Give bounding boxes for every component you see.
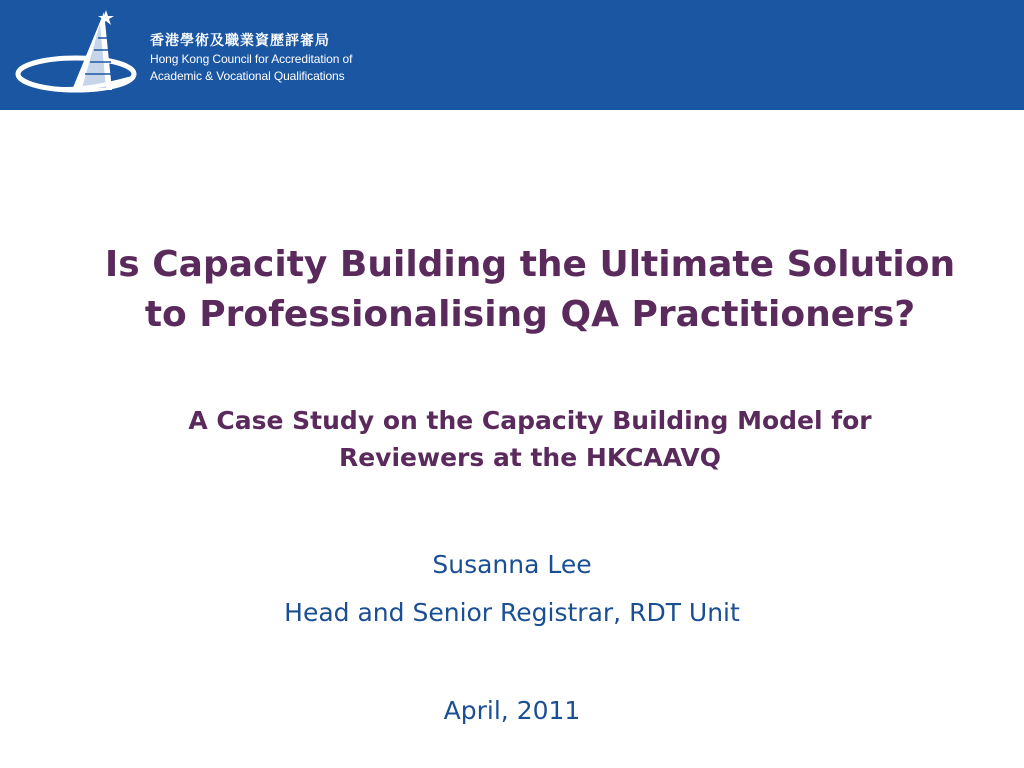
org-name-block xyxy=(150,32,352,85)
slide-title-line2: to Professionalising QA Practitioners? xyxy=(144,294,916,335)
slide-subtitle-line1: A Case Study on the Capacity Building Model for xyxy=(188,406,872,435)
org-name-english-line1: Hong Kong Council for Accreditation of xyxy=(150,52,353,66)
slide-subtitle-line2: Reviewers at the HKCAAVQ xyxy=(338,443,722,472)
header-banner xyxy=(0,0,1024,110)
slide-title-line1: Is Capacity Building the Ultimate Solution xyxy=(104,244,956,285)
presentation-date: April, 2011 xyxy=(443,696,581,725)
presenter-name: Susanna Lee xyxy=(432,550,592,579)
slide-subtitle xyxy=(40,402,1020,476)
hkcaavq-logo-icon xyxy=(14,8,144,104)
presenter-role: Head and Senior Registrar, RDT Unit xyxy=(284,598,740,627)
slide-title xyxy=(40,240,1020,340)
org-name-chinese: 香港學術及職業資歷評審局 xyxy=(150,32,330,48)
org-name-english-line2: Academic & Vocational Qualifications xyxy=(150,69,345,83)
